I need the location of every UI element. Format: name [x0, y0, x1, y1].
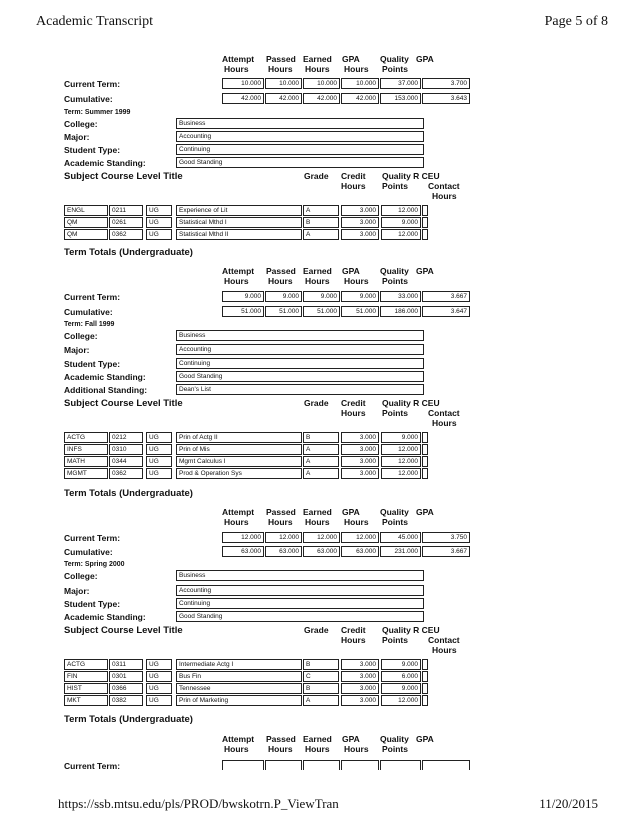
fall-current-value-3: 12.000 [341, 532, 379, 543]
fall-subject-head: Subject Course Level Title [64, 398, 183, 409]
summer-totals-col-sub-2: Hours [305, 276, 330, 286]
summer-standing-label: Academic Standing: [64, 158, 146, 168]
summer-quality-head: Quality R CEU [382, 171, 440, 181]
fall-course-row2-title: Mgmt Calculus I [176, 456, 302, 467]
fall-grade-head: Grade [304, 398, 329, 408]
fall-term-totals: Term Totals (Undergraduate) [64, 488, 193, 499]
block1-cumulative-value-5: 3.643 [422, 93, 470, 104]
summer-totals-col-sub-0: Hours [224, 276, 249, 286]
summer-course-row2-course: 0362 [109, 229, 143, 240]
block1-current-value-3: 10.000 [341, 78, 379, 89]
spring-totals-col-head-2: Earned [303, 734, 332, 744]
block1-col-head-5: GPA [416, 54, 434, 64]
fall-college-field: Business [176, 330, 424, 341]
summer-quality-head2: Points [382, 181, 408, 191]
fall-major-field: Accounting [176, 344, 424, 355]
spring-major-field: Accounting [176, 585, 424, 596]
summer-course-row1-grade: B [303, 217, 339, 228]
spring-totals-col-head-1: Passed [266, 734, 296, 744]
fall-course-row3-grade: A [303, 468, 339, 479]
fall-term-title: Term: Fall 1999 [64, 321, 115, 328]
spring-course-row2-course: 0366 [109, 683, 143, 694]
fall-additional-standing-label: Additional Standing: [64, 385, 148, 395]
summer-cumulative-value-0: 51.000 [222, 306, 264, 317]
footer-url: https://ssb.mtsu.edu/pls/PROD/bwskotrn.P_ViewTran [58, 796, 339, 811]
spring-major-label: Major: [64, 586, 90, 596]
block1-current-value-1: 10.000 [265, 78, 302, 89]
summer-current-value-3: 9.000 [341, 291, 379, 302]
summer-totals-col-head-2: Earned [303, 266, 332, 276]
fall-standing-field: Good Standing [176, 371, 424, 382]
fall-course-row3-title: Prod & Operation Sys [176, 468, 302, 479]
spring-course-row2-credit: 3.000 [341, 683, 379, 694]
summer-totals-col-head-3: GPA [342, 266, 360, 276]
fall-course-row3-level: UG [146, 468, 172, 479]
spring-course-row0-title: Intermediate Actg I [176, 659, 302, 670]
fall-contact-head: Contact [428, 408, 460, 418]
summer-cumulative-value-1: 51.000 [265, 306, 302, 317]
summer-major-label: Major: [64, 132, 90, 142]
fall-cumulative-value-2: 63.000 [303, 546, 340, 557]
block1-col-sub-4: Points [382, 64, 408, 74]
fall-totals-col-head-2: Earned [303, 507, 332, 517]
summer-totals-col-head-0: Attempt [222, 266, 255, 276]
fall-course-row1-quality: 12.000 [381, 444, 421, 455]
spring-course-row3-title: Prin of Marketing [176, 695, 302, 706]
block1-col-head-1: Passed [266, 54, 296, 64]
block1-col-sub-0: Hours [224, 64, 249, 74]
spring-course-row2-level: UG [146, 683, 172, 694]
spring-totals-col-sub-4: Points [382, 744, 408, 754]
fall-course-row0-level: UG [146, 432, 172, 443]
summer-totals-col-head-4: Quality [380, 266, 409, 276]
spring-course-row0-quality: 9.000 [381, 659, 421, 670]
fall-course-row2-level: UG [146, 456, 172, 467]
spring-course-row3-credit: 3.000 [341, 695, 379, 706]
fall-course-row1-grade: A [303, 444, 339, 455]
spring-course-row1-level: UG [146, 671, 172, 682]
summer-cumulative-value-2: 51.000 [303, 306, 340, 317]
summer-course-row2-quality: 12.000 [381, 229, 421, 240]
spring-totals-col-head-3: GPA [342, 734, 360, 744]
fall-current-value-4: 45.000 [380, 532, 421, 543]
summer-college-label: College: [64, 119, 98, 129]
spring-totals-col-head-5: GPA [416, 734, 434, 744]
summer-cumulative-label: Cumulative: [64, 307, 113, 317]
fall-credit-head: Credit [341, 398, 366, 408]
summer-totals-col-sub-3: Hours [344, 276, 369, 286]
fall-cumulative-value-4: 231.000 [380, 546, 421, 557]
summer-credit-head: Credit [341, 171, 366, 181]
summer-current-value-2: 9.000 [303, 291, 340, 302]
spring-course-row2-title: Tennessee [176, 683, 302, 694]
spring-standing-label: Academic Standing: [64, 612, 146, 622]
spring-course-row3-level: UG [146, 695, 172, 706]
summer-course-row0-title: Experience of Lit [176, 205, 302, 216]
fall-course-row2-repeat [422, 456, 428, 467]
spring-quality-head2: Points [382, 635, 408, 645]
fall-course-row2-quality: 12.000 [381, 456, 421, 467]
spring-credit-head: Credit [341, 625, 366, 635]
fall-totals-col-sub-3: Hours [344, 517, 369, 527]
fall-course-row0-grade: B [303, 432, 339, 443]
block1-cumulative-value-1: 42.000 [265, 93, 302, 104]
spring-course-row0-course: 0311 [109, 659, 143, 670]
spring-course-row0-repeat [422, 659, 428, 670]
summer-current-value-5: 3.667 [422, 291, 470, 302]
summer-totals-col-head-5: GPA [416, 266, 434, 276]
spring-subject-head: Subject Course Level Title [64, 625, 183, 636]
spring-course-row1-repeat [422, 671, 428, 682]
summer-credit-head2: Hours [341, 181, 366, 191]
summer-term-totals: Term Totals (Undergraduate) [64, 247, 193, 258]
fall-student-type-label: Student Type: [64, 359, 121, 369]
block1-current-value-5: 3.700 [422, 78, 470, 89]
spring-current-value-5 [422, 760, 470, 770]
fall-totals-col-head-5: GPA [416, 507, 434, 517]
block1-current-label: Current Term: [64, 79, 121, 89]
spring-course-row2-grade: B [303, 683, 339, 694]
spring-course-row3-quality: 12.000 [381, 695, 421, 706]
summer-grade-head: Grade [304, 171, 329, 181]
fall-course-row2-grade: A [303, 456, 339, 467]
spring-course-row0-credit: 3.000 [341, 659, 379, 670]
summer-cumulative-value-4: 186.000 [380, 306, 421, 317]
summer-course-row0-grade: A [303, 205, 339, 216]
block1-col-head-0: Attempt [222, 54, 255, 64]
spring-credit-head2: Hours [341, 635, 366, 645]
summer-course-row0-subject: ENGL [64, 205, 108, 216]
fall-totals-col-sub-1: Hours [268, 517, 293, 527]
fall-course-row3-credit: 3.000 [341, 468, 379, 479]
block1-current-value-0: 10.000 [222, 78, 264, 89]
fall-quality-head2: Points [382, 408, 408, 418]
fall-cumulative-value-1: 63.000 [265, 546, 302, 557]
fall-cumulative-value-5: 3.667 [422, 546, 470, 557]
spring-totals-col-sub-0: Hours [224, 744, 249, 754]
summer-course-row0-quality: 12.000 [381, 205, 421, 216]
spring-current-label: Current Term: [64, 761, 121, 771]
fall-course-row3-course: 0362 [109, 468, 143, 479]
block1-current-value-4: 37.000 [380, 78, 421, 89]
fall-course-row0-title: Prin of Actg II [176, 432, 302, 443]
fall-standing-label: Academic Standing: [64, 372, 146, 382]
spring-course-row0-subject: ACTG [64, 659, 108, 670]
summer-term-title: Term: Summer 1999 [64, 109, 131, 116]
fall-course-row0-course: 0212 [109, 432, 143, 443]
block1-cumulative-value-3: 42.000 [341, 93, 379, 104]
spring-totals-col-sub-2: Hours [305, 744, 330, 754]
spring-course-row2-subject: HIST [64, 683, 108, 694]
summer-cumulative-value-3: 51.000 [341, 306, 379, 317]
summer-course-row2-repeat [422, 229, 428, 240]
spring-course-row0-level: UG [146, 659, 172, 670]
fall-totals-col-head-3: GPA [342, 507, 360, 517]
summer-course-row2-level: UG [146, 229, 172, 240]
block1-cumulative-value-4: 153.000 [380, 93, 421, 104]
fall-additional-standing-field: Dean's List [176, 384, 424, 395]
spring-course-row3-repeat [422, 695, 428, 706]
spring-term-totals: Term Totals (Undergraduate) [64, 714, 193, 725]
spring-term-title: Term: Spring 2000 [64, 561, 125, 568]
fall-course-row2-credit: 3.000 [341, 456, 379, 467]
fall-course-row1-level: UG [146, 444, 172, 455]
fall-contact-head2: Hours [432, 418, 457, 428]
summer-course-row1-level: UG [146, 217, 172, 228]
fall-course-row3-quality: 12.000 [381, 468, 421, 479]
fall-totals-col-head-1: Passed [266, 507, 296, 517]
spring-course-row1-subject: FIN [64, 671, 108, 682]
summer-current-value-1: 9.000 [265, 291, 302, 302]
spring-totals-col-head-0: Attempt [222, 734, 255, 744]
summer-course-row2-grade: A [303, 229, 339, 240]
summer-contact-head2: Hours [432, 191, 457, 201]
spring-standing-field: Good Standing [176, 611, 424, 622]
spring-course-row3-grade: A [303, 695, 339, 706]
summer-major-field: Accounting [176, 131, 424, 142]
summer-course-row2-title: Statistical Mthd II [176, 229, 302, 240]
block1-col-head-4: Quality [380, 54, 409, 64]
block1-cumulative-label: Cumulative: [64, 94, 113, 104]
page-number: Page 5 of 8 [544, 14, 608, 29]
fall-major-label: Major: [64, 345, 90, 355]
spring-course-row3-course: 0382 [109, 695, 143, 706]
document-title: Academic Transcript [36, 14, 154, 29]
footer-date: 11/20/2015 [539, 796, 598, 811]
summer-course-row1-repeat [422, 217, 428, 228]
summer-course-row0-level: UG [146, 205, 172, 216]
summer-student-type-field: Continuing [176, 144, 424, 155]
fall-current-label: Current Term: [64, 533, 121, 543]
spring-totals-col-sub-3: Hours [344, 744, 369, 754]
fall-course-row1-credit: 3.000 [341, 444, 379, 455]
summer-course-row1-course: 0261 [109, 217, 143, 228]
spring-current-value-4 [380, 760, 421, 770]
spring-contact-head2: Hours [432, 645, 457, 655]
summer-course-row1-subject: QM [64, 217, 108, 228]
summer-course-row0-course: 0211 [109, 205, 143, 216]
fall-totals-col-sub-2: Hours [305, 517, 330, 527]
fall-course-row1-title: Prin of Mis [176, 444, 302, 455]
spring-college-field: Business [176, 570, 424, 581]
spring-current-value-3 [341, 760, 379, 770]
summer-totals-col-sub-4: Points [382, 276, 408, 286]
fall-course-row1-subject: INFS [64, 444, 108, 455]
spring-course-row1-grade: C [303, 671, 339, 682]
block1-col-sub-1: Hours [268, 64, 293, 74]
fall-current-value-1: 12.000 [265, 532, 302, 543]
fall-course-row1-repeat [422, 444, 428, 455]
summer-course-row0-credit: 3.000 [341, 205, 379, 216]
summer-course-row0-repeat [422, 205, 428, 216]
spring-current-value-0 [222, 760, 264, 770]
spring-current-value-1 [265, 760, 302, 770]
spring-grade-head: Grade [304, 625, 329, 635]
fall-course-row0-subject: ACTG [64, 432, 108, 443]
summer-totals-col-sub-1: Hours [268, 276, 293, 286]
summer-college-field: Business [176, 118, 424, 129]
spring-course-row1-credit: 3.000 [341, 671, 379, 682]
summer-current-value-4: 33.000 [380, 291, 421, 302]
fall-cumulative-value-0: 63.000 [222, 546, 264, 557]
fall-course-row3-repeat [422, 468, 428, 479]
spring-contact-head: Contact [428, 635, 460, 645]
fall-totals-col-head-4: Quality [380, 507, 409, 517]
block1-col-head-3: GPA [342, 54, 360, 64]
fall-totals-col-sub-4: Points [382, 517, 408, 527]
spring-course-row0-grade: B [303, 659, 339, 670]
block1-current-value-2: 10.000 [303, 78, 340, 89]
block1-col-head-2: Earned [303, 54, 332, 64]
summer-cumulative-value-5: 3.647 [422, 306, 470, 317]
fall-current-value-2: 12.000 [303, 532, 340, 543]
block1-cumulative-value-0: 42.000 [222, 93, 264, 104]
spring-course-row1-course: 0301 [109, 671, 143, 682]
spring-quality-head: Quality R CEU [382, 625, 440, 635]
fall-current-value-5: 3.750 [422, 532, 470, 543]
spring-course-row1-quality: 6.000 [381, 671, 421, 682]
fall-course-row0-credit: 3.000 [341, 432, 379, 443]
spring-course-row2-repeat [422, 683, 428, 694]
spring-student-type-field: Continuing [176, 598, 424, 609]
spring-totals-col-head-4: Quality [380, 734, 409, 744]
summer-course-row2-credit: 3.000 [341, 229, 379, 240]
fall-totals-col-head-0: Attempt [222, 507, 255, 517]
block1-cumulative-value-2: 42.000 [303, 93, 340, 104]
fall-quality-head: Quality R CEU [382, 398, 440, 408]
fall-course-row0-repeat [422, 432, 428, 443]
block1-col-sub-3: Hours [344, 64, 369, 74]
fall-course-row0-quality: 9.000 [381, 432, 421, 443]
spring-totals-col-sub-1: Hours [268, 744, 293, 754]
fall-course-row2-subject: MATH [64, 456, 108, 467]
fall-cumulative-value-3: 63.000 [341, 546, 379, 557]
fall-student-type-field: Continuing [176, 358, 424, 369]
fall-current-value-0: 12.000 [222, 532, 264, 543]
summer-current-value-0: 9.000 [222, 291, 264, 302]
summer-course-row1-quality: 9.000 [381, 217, 421, 228]
fall-course-row3-subject: MGMT [64, 468, 108, 479]
summer-totals-col-head-1: Passed [266, 266, 296, 276]
spring-course-row3-subject: MKT [64, 695, 108, 706]
fall-cumulative-label: Cumulative: [64, 547, 113, 557]
fall-totals-col-sub-0: Hours [224, 517, 249, 527]
summer-student-type-label: Student Type: [64, 145, 121, 155]
summer-current-label: Current Term: [64, 292, 121, 302]
fall-course-row2-course: 0344 [109, 456, 143, 467]
summer-contact-head: Contact [428, 181, 460, 191]
summer-course-row1-title: Statistical Mthd I [176, 217, 302, 228]
summer-course-row2-subject: QM [64, 229, 108, 240]
spring-current-value-2 [303, 760, 340, 770]
summer-subject-head: Subject Course Level Title [64, 171, 183, 182]
spring-student-type-label: Student Type: [64, 599, 121, 609]
spring-college-label: College: [64, 571, 98, 581]
fall-credit-head2: Hours [341, 408, 366, 418]
fall-college-label: College: [64, 331, 98, 341]
summer-standing-field: Good Standing [176, 157, 424, 168]
block1-col-sub-2: Hours [305, 64, 330, 74]
spring-course-row1-title: Bus Fin [176, 671, 302, 682]
spring-course-row2-quality: 9.000 [381, 683, 421, 694]
summer-course-row1-credit: 3.000 [341, 217, 379, 228]
fall-course-row1-course: 0310 [109, 444, 143, 455]
